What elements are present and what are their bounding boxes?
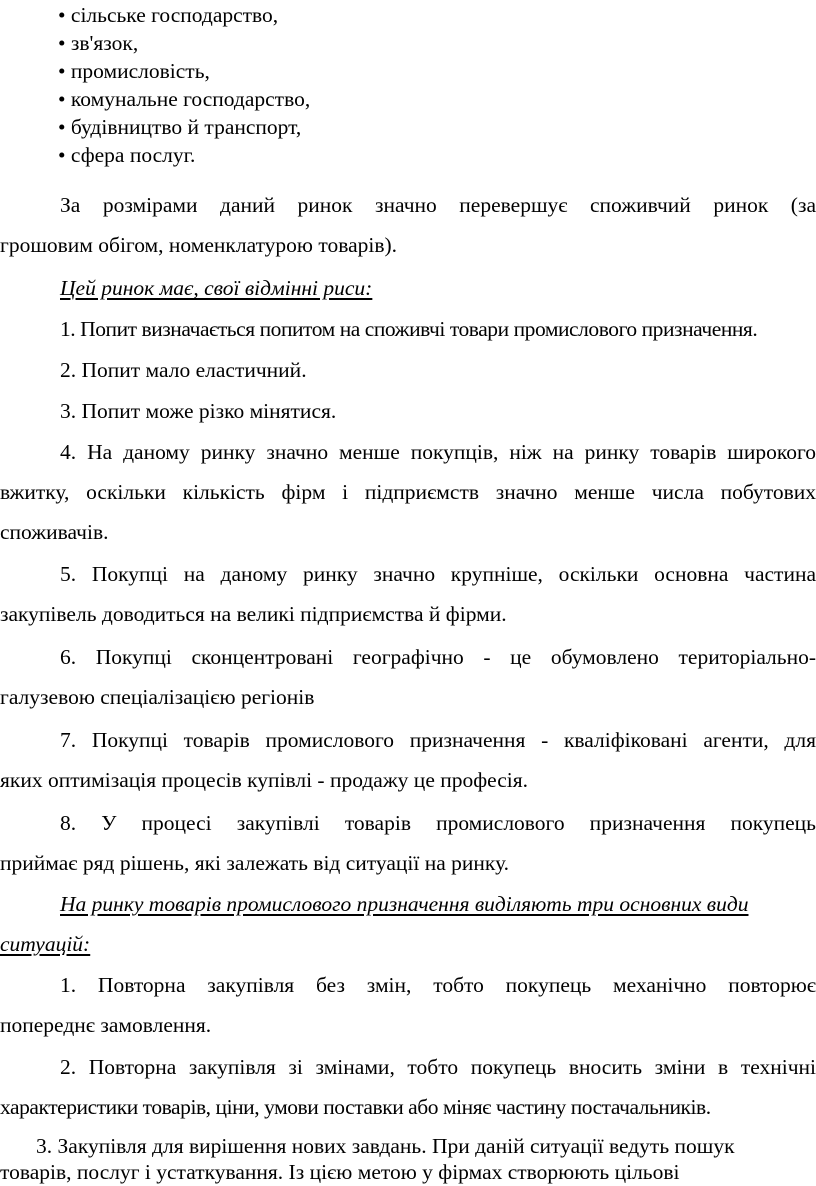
situation-item-continuation: характеристики товарів, ціни, умови поставки або міняє частину постачальників.	[0, 1095, 711, 1119]
situations-heading-line: ситуацій:	[0, 932, 91, 956]
feature-item-continuation: вжитку, оскільки кількість фірм і підприємств значно менше числа побутових	[0, 480, 816, 504]
list-item: • комунальне господарство,	[58, 87, 311, 111]
list-item: • промисловість,	[58, 59, 210, 83]
situations-heading-line: На ринку товарів промислового призначення виділяють три основних види	[60, 892, 749, 916]
feature-item: 8. У процесі закупівлі товарів промислового призначення покупець	[60, 811, 816, 835]
paragraph-line: грошовим обігом, номенклатурою товарів).	[0, 233, 398, 257]
feature-item: 3. Попит може різко мінятися.	[60, 399, 337, 423]
situation-item-continuation: попереднє замовлення.	[0, 1013, 212, 1037]
list-item: • будівництво й транспорт,	[58, 115, 302, 139]
feature-item: 6. Покупці сконцентровані географічно - це обумовлено територіально-	[60, 645, 816, 669]
list-item: • сфера послуг.	[58, 143, 196, 167]
feature-item-continuation: приймає ряд рішень, які залежать від ситуації на ринку.	[0, 851, 510, 875]
feature-item-continuation: закупівель доводиться на великі підприємства й фірми.	[0, 602, 507, 626]
feature-item-continuation: споживачів.	[0, 520, 109, 544]
situation-item: 2. Повторна закупівля зі змінами, тобто покупець вносить зміни в технічні	[60, 1055, 816, 1079]
feature-item: 5. Покупці на даному ринку значно крупніше, оскільки основна частина	[60, 562, 816, 586]
list-item: • зв'язок,	[58, 31, 139, 55]
feature-item-continuation: галузевою спеціалізацією регіонів	[0, 685, 315, 709]
situation-item: 3. Закупівля для вирішення нових завдань. При даній ситуації ведуть пошук	[36, 1134, 735, 1158]
feature-item-continuation: яких оптимізація процесів купівлі - продажу це професія.	[0, 768, 529, 792]
features-heading: Цей ринок має, свої відмінні риси:	[60, 276, 373, 300]
feature-item: 2. Попит мало еластичний.	[60, 358, 307, 382]
situation-item: 1. Повторна закупівля без змін, тобто покупець механічно повторює	[60, 973, 816, 997]
feature-item: 1. Попит визначається попитом на споживчі товари промислового призначення.	[60, 317, 758, 341]
feature-item: 7. Покупці товарів промислового призначення - кваліфіковані агенти, для	[60, 728, 816, 752]
situation-item-continuation: товарів, послуг і устаткування. Із цією метою у фірмах створюють цільові	[0, 1160, 680, 1184]
list-item: • сільське господарство,	[58, 3, 279, 27]
feature-item: 4. На даному ринку значно менше покупців, ніж на ринку товарів широкого	[60, 440, 816, 464]
paragraph-line: За розмірами даний ринок значно перевершує споживчий ринок (за	[60, 193, 816, 217]
